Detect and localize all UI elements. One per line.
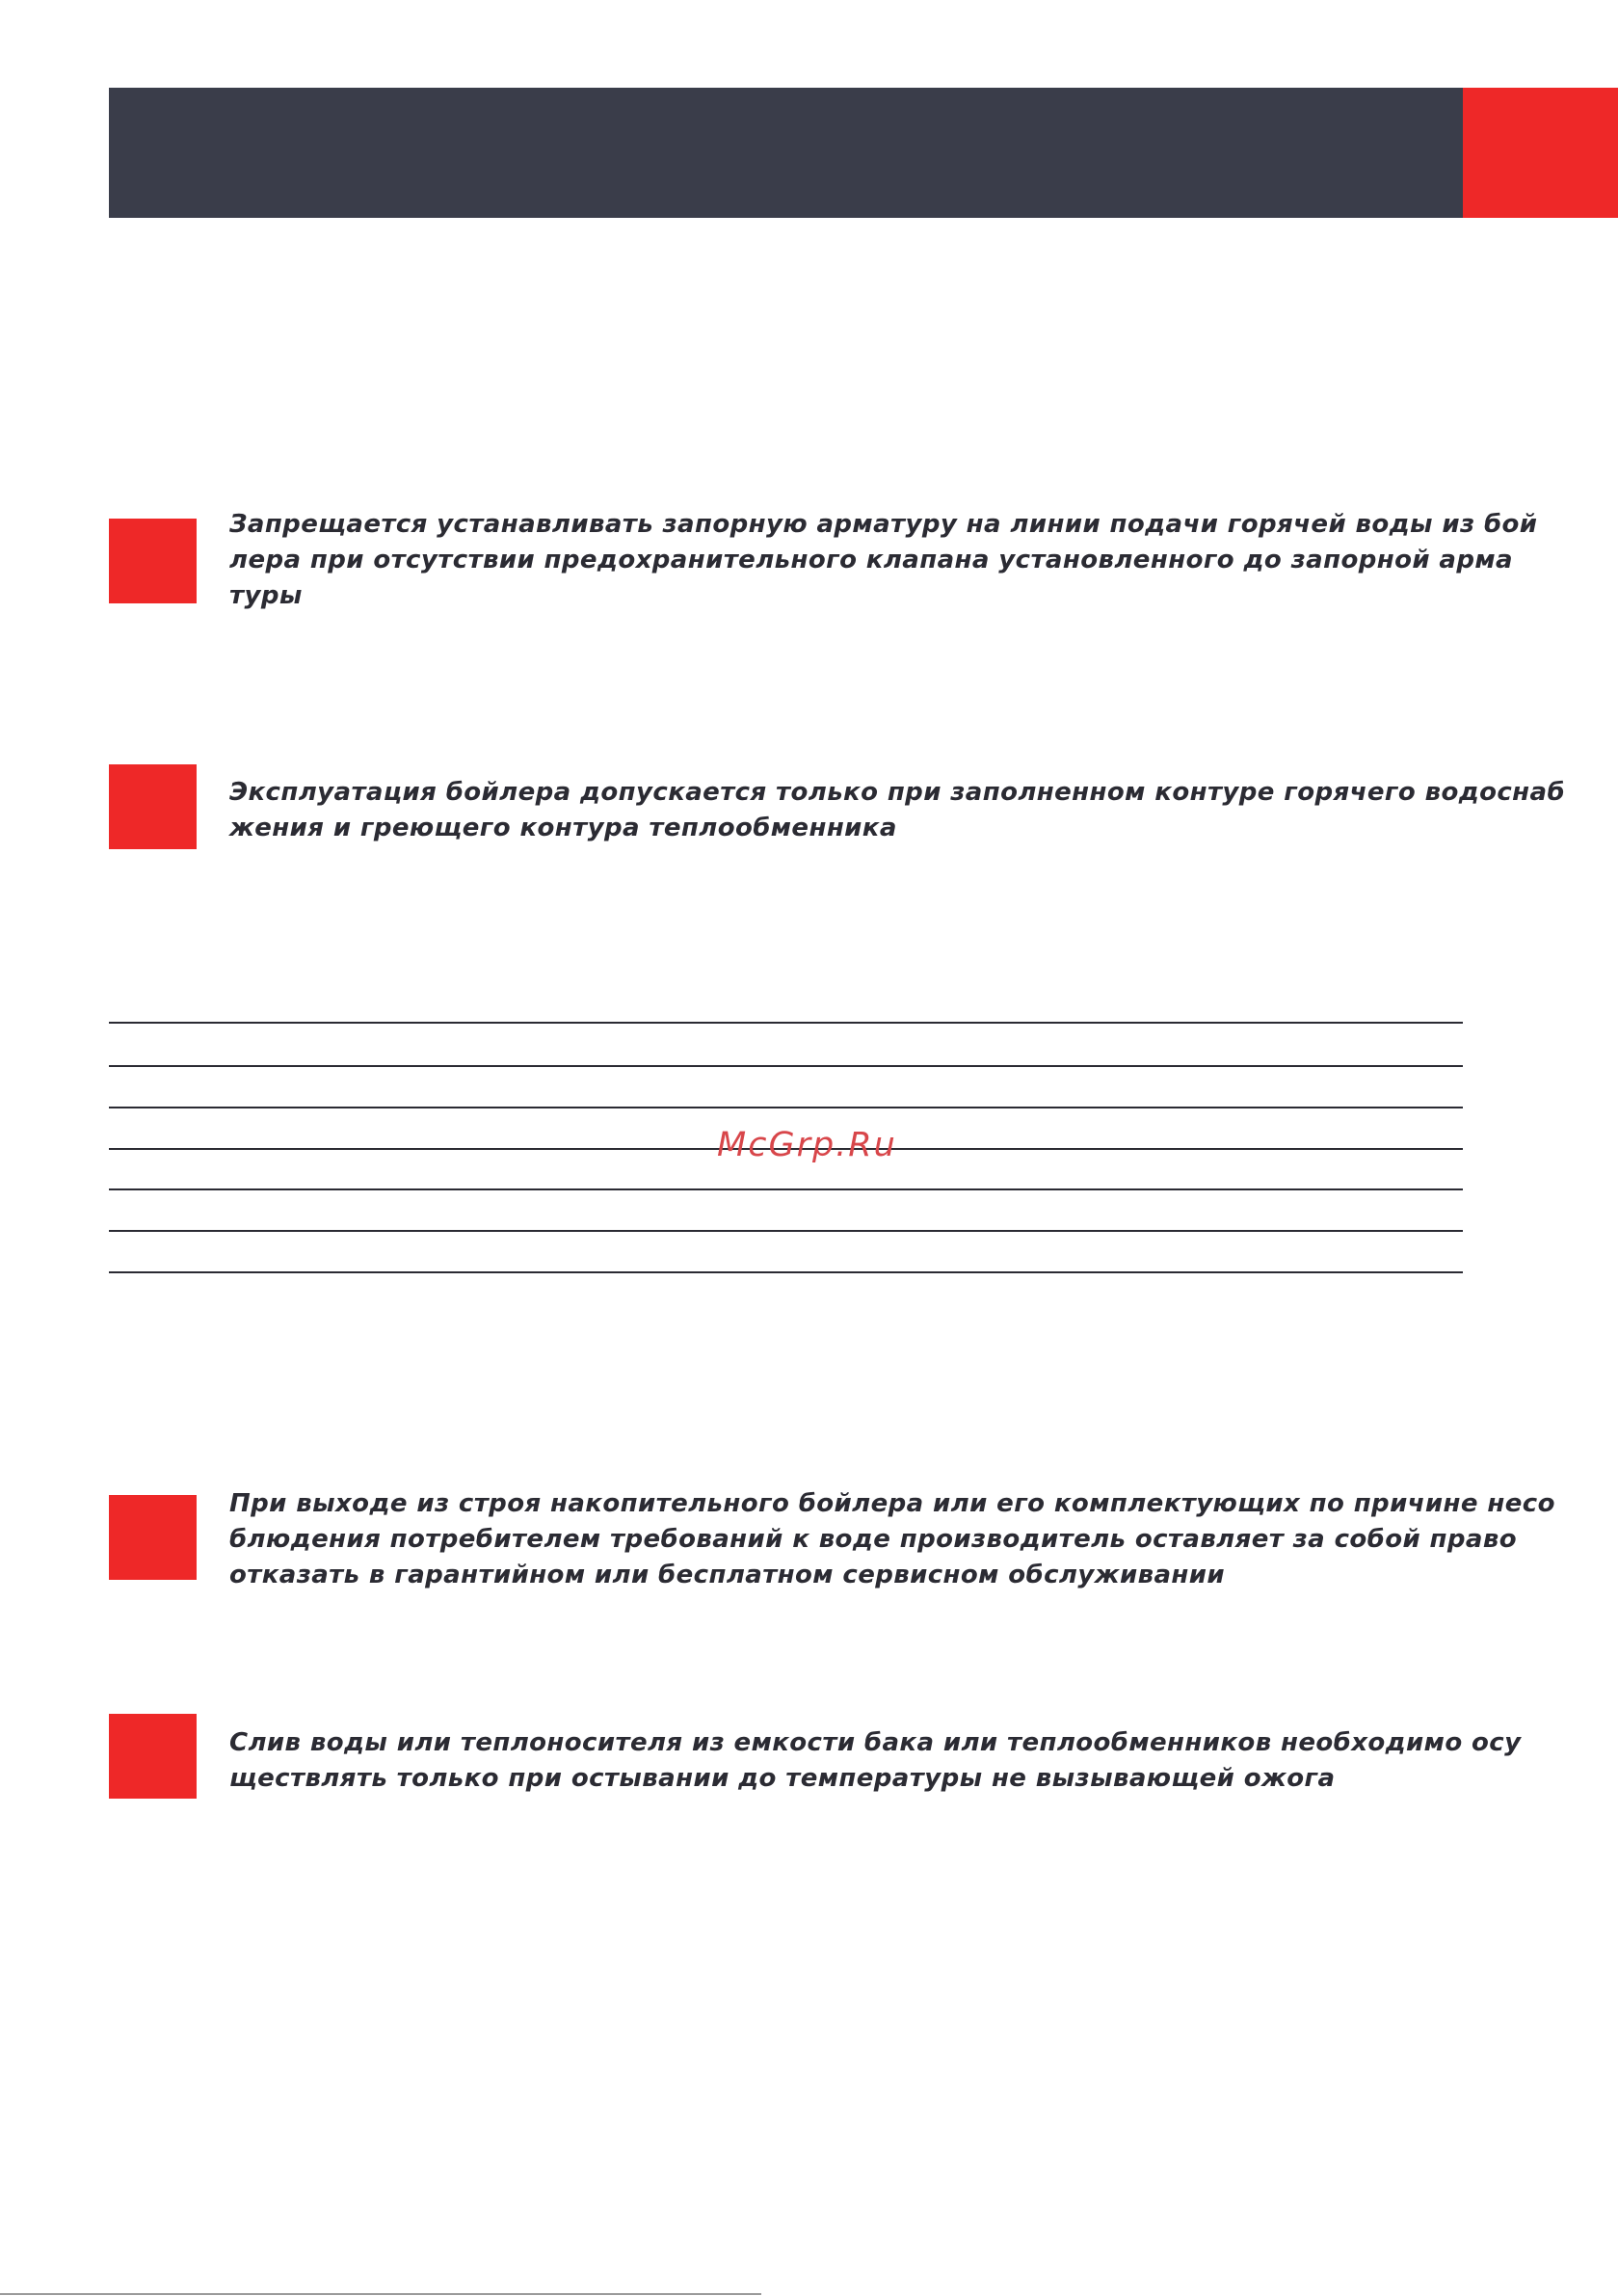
ruled-line [109,1107,1463,1108]
ruled-line [109,1188,1463,1190]
notice-line: ществлять только при остывании до температуры не вызывающей ожога [229,1764,1336,1793]
footer-line [0,2293,761,2295]
notice-line: блюдения потребителем требований к воде производитель оставляет за собой право [229,1525,1517,1554]
ruled-line [109,1065,1463,1067]
header-bar [109,88,1463,218]
ruled-line [109,1230,1463,1232]
notice-line: жения и греющего контура теплообменника [229,814,897,842]
notice-line: отказать в гарантийном или бесплатном сервисном обслуживании [229,1561,1225,1589]
ruled-line [109,1022,1463,1024]
notice-line: лера при отсутствии предохранительного клапана установленного до запорной арма [229,546,1513,574]
warning-marker-icon [109,764,197,849]
warning-marker-icon [109,1714,197,1799]
notice-text [229,1725,1522,1797]
notice-text [229,1486,1555,1593]
notice-line: Слив воды или теплоносителя из емкости бака или теплообменников необходимо осу [229,1728,1522,1757]
header-accent-block [1463,88,1618,218]
warning-marker-icon [109,1495,197,1580]
notice-text [229,775,1566,846]
notice-line: Эксплуатация бойлера допускается только при заполненном контуре горячего водоснаб [229,778,1566,807]
notice-line: туры [229,581,303,610]
ruled-line [109,1271,1463,1273]
watermark: McGrp.Ru [717,1126,897,1164]
notice-text [229,507,1538,614]
notice-line: При выходе из строя накопительного бойлера или его комплектующих по причине несо [229,1489,1555,1518]
notice-line: Запрещается устанавливать запорную арматуру на линии подачи горячей воды из бой [229,510,1538,539]
warning-marker-icon [109,519,197,603]
